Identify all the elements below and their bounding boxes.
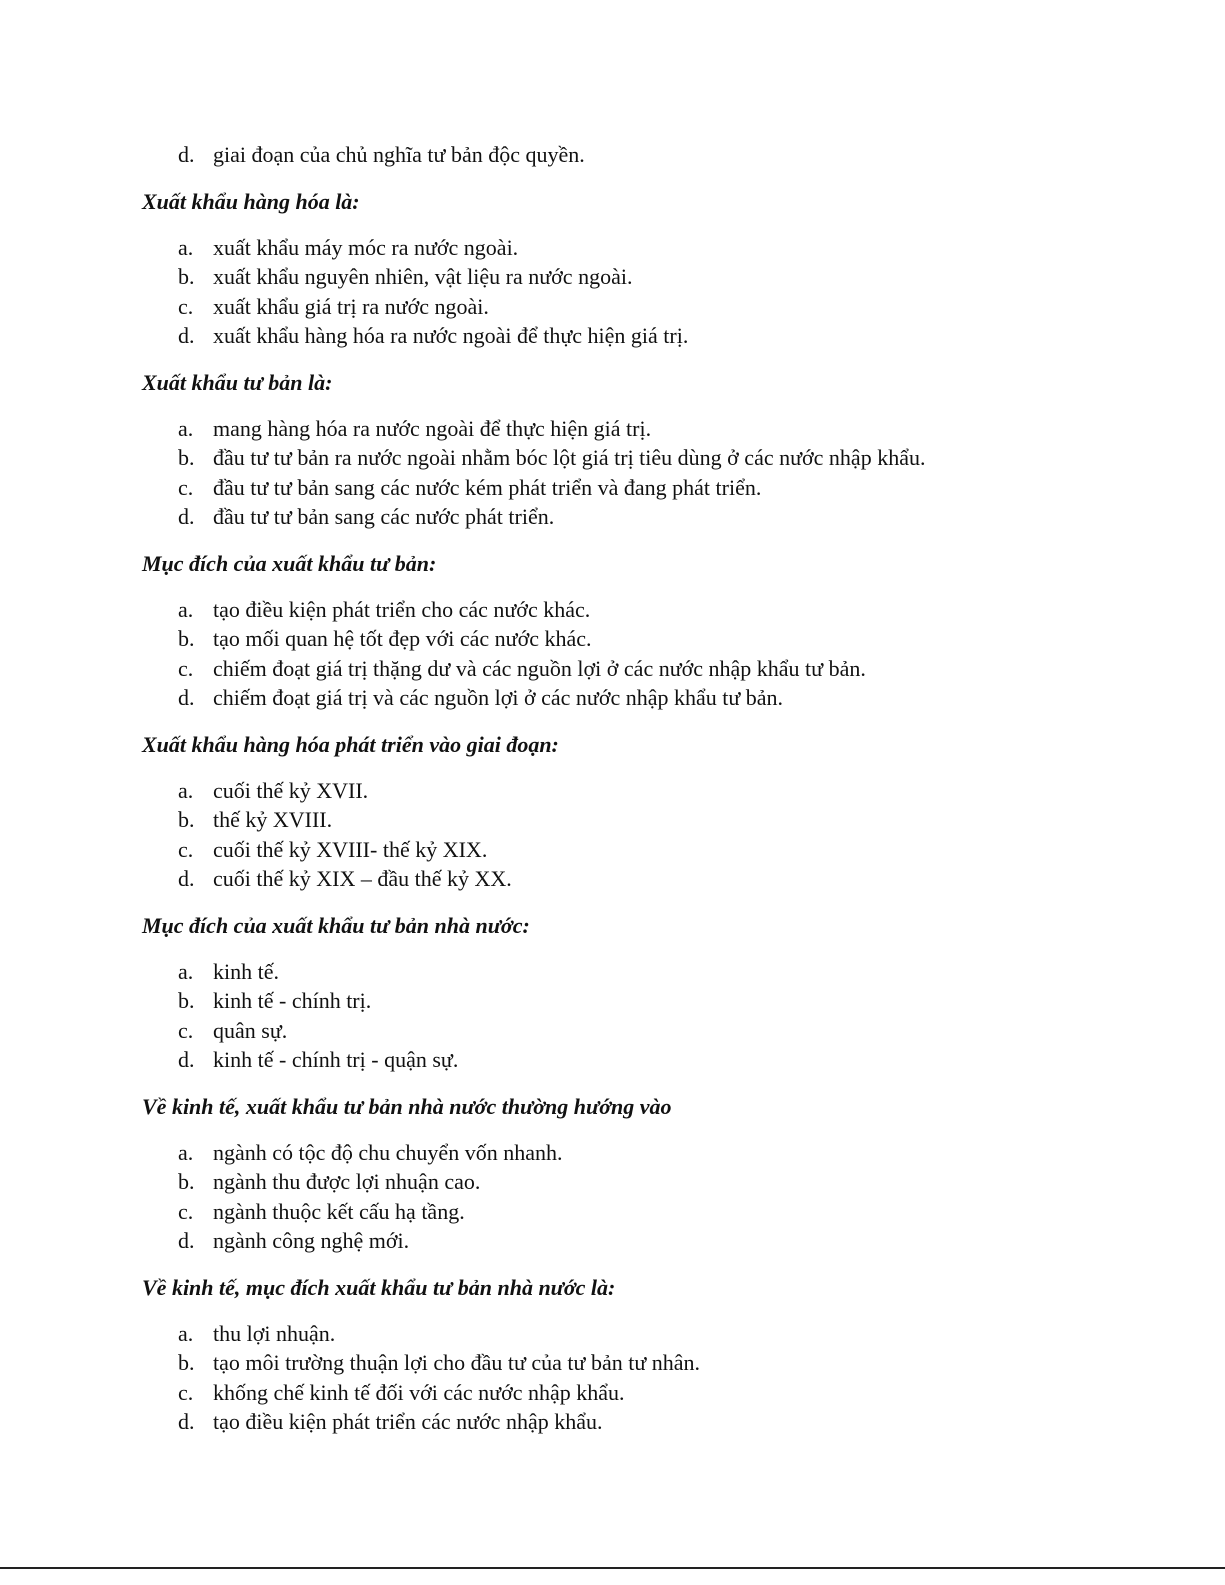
option-item <box>0 321 1225 351</box>
option-text: xuất khẩu giá trị ra nước ngoài. <box>213 293 489 319</box>
option-item <box>0 835 1225 865</box>
option-item <box>0 502 1225 532</box>
option-letter: b. <box>178 626 195 651</box>
option-text: kinh tế - chính trị. <box>213 988 372 1013</box>
question-title: Mục đích của xuất khẩu tư bản: <box>142 550 437 576</box>
document-content <box>0 140 1225 1437</box>
option-letter: a. <box>178 958 194 984</box>
question-block <box>0 549 1225 730</box>
option-text: xuất khẩu hàng hóa ra nước ngoài để thực hiện giá trị. <box>213 323 689 348</box>
option-item <box>0 957 1225 987</box>
option-item <box>0 595 1225 625</box>
option-item <box>0 1226 1225 1256</box>
question-title: Xuất khẩu hàng hóa là: <box>142 188 360 214</box>
carryover-options <box>0 140 1225 170</box>
option-letter: b. <box>178 807 195 832</box>
option-text: đầu tư tư bản sang các nước kém phát triển và đang phát triển. <box>213 474 762 500</box>
options-list <box>0 1319 1225 1437</box>
option-item <box>0 1378 1225 1408</box>
option-item <box>0 624 1225 654</box>
option-letter: b. <box>178 264 195 289</box>
option-letter: d. <box>178 504 195 529</box>
option-text: thu lợi nhuận. <box>213 1320 336 1346</box>
option-text: kinh tế - chính trị - quận sự. <box>213 1047 459 1072</box>
option-letter: c. <box>178 1379 194 1405</box>
option-letter: a. <box>178 777 194 803</box>
options-list <box>0 1138 1225 1256</box>
question-title: Về kinh tế, xuất khẩu tư bản nhà nước thường hướng vào <box>142 1093 672 1119</box>
option-text: xuất khẩu nguyên nhiên, vật liệu ra nước ngoài. <box>213 264 633 289</box>
question-block <box>0 730 1225 911</box>
option-item <box>0 1197 1225 1227</box>
option-text: tạo mối quan hệ tốt đẹp với các nước khác. <box>213 626 592 651</box>
option-letter: a. <box>178 1139 194 1165</box>
option-letter: d. <box>178 866 195 891</box>
option-letter: d. <box>178 142 195 167</box>
option-letter: b. <box>178 445 195 470</box>
option-item <box>0 473 1225 503</box>
option-item <box>0 443 1225 473</box>
question-block <box>0 187 1225 368</box>
option-text: cuối thế kỷ XVII. <box>213 777 369 803</box>
option-item <box>0 776 1225 806</box>
option-text: quân sự. <box>213 1017 288 1043</box>
option-item <box>0 1319 1225 1349</box>
option-letter: d. <box>178 1228 195 1253</box>
option-text: xuất khẩu máy móc ra nước ngoài. <box>213 234 519 260</box>
question-title: Mục đích của xuất khẩu tư bản nhà nước: <box>142 912 530 938</box>
option-letter: b. <box>178 1350 195 1375</box>
option-letter: c. <box>178 1198 194 1224</box>
question-title: Xuất khẩu hàng hóa phát triển vào giai đoạn: <box>142 731 559 757</box>
option-text: cuối thế kỷ XIX – đầu thế kỷ XX. <box>213 866 512 891</box>
option-item <box>0 1348 1225 1378</box>
options-list <box>0 414 1225 532</box>
option-letter: c. <box>178 1017 194 1043</box>
option-text: ngành thu được lợi nhuận cao. <box>213 1169 481 1194</box>
option-text: kinh tế. <box>213 958 279 984</box>
option-text: tạo điều kiện phát triển các nước nhập khẩu. <box>213 1409 603 1434</box>
question-block <box>0 1273 1225 1437</box>
options-list <box>0 595 1225 713</box>
option-text: chiếm đoạt giá trị thặng dư và các nguồn lợi ở các nước nhập khẩu tư bản. <box>213 655 866 681</box>
option-letter: d. <box>178 323 195 348</box>
option-text: tạo môi trường thuận lợi cho đầu tư của tư bản tư nhân. <box>213 1350 701 1375</box>
option-letter: b. <box>178 1169 195 1194</box>
option-letter: d. <box>178 1047 195 1072</box>
option-text: đầu tư tư bản ra nước ngoài nhằm bóc lột giá trị tiêu dùng ở các nước nhập khẩu. <box>213 445 926 470</box>
option-letter: d. <box>178 1409 195 1434</box>
option-item <box>0 292 1225 322</box>
option-text: đầu tư tư bản sang các nước phát triển. <box>213 504 555 529</box>
option-text: khống chế kinh tế đối với các nước nhập khẩu. <box>213 1379 625 1405</box>
option-item <box>0 683 1225 713</box>
option-text: tạo điều kiện phát triển cho các nước khác. <box>213 596 591 622</box>
page-bottom-divider <box>0 1567 1225 1569</box>
option-letter: a. <box>178 1320 194 1346</box>
options-list <box>0 957 1225 1075</box>
option-letter: b. <box>178 988 195 1013</box>
option-item <box>0 262 1225 292</box>
option-item <box>0 654 1225 684</box>
option-letter: a. <box>178 415 194 441</box>
option-item <box>0 1407 1225 1437</box>
option-letter: c. <box>178 655 194 681</box>
option-letter: a. <box>178 596 194 622</box>
question-block <box>0 911 1225 1092</box>
option-text: cuối thế kỷ XVIII- thế kỷ XIX. <box>213 836 488 862</box>
option-item <box>0 805 1225 835</box>
question-block <box>0 368 1225 549</box>
option-letter: c. <box>178 293 194 319</box>
option-item <box>0 864 1225 894</box>
option-text: ngành có tộc độ chu chuyển vốn nhanh. <box>213 1139 563 1165</box>
option-text: mang hàng hóa ra nước ngoài để thực hiện giá trị. <box>213 415 652 441</box>
option-text: thế kỷ XVIII. <box>213 807 333 832</box>
option-letter: d. <box>178 685 195 710</box>
options-list <box>0 233 1225 351</box>
option-item <box>0 1016 1225 1046</box>
options-list <box>0 776 1225 894</box>
option-item <box>0 414 1225 444</box>
option-item <box>0 140 1225 170</box>
question-block <box>0 1092 1225 1273</box>
option-item <box>0 1167 1225 1197</box>
option-item <box>0 986 1225 1016</box>
question-title: Xuất khẩu tư bản là: <box>142 369 333 395</box>
option-text: ngành công nghệ mới. <box>213 1228 410 1253</box>
option-letter: c. <box>178 836 194 862</box>
option-item <box>0 233 1225 263</box>
option-text: chiếm đoạt giá trị và các nguồn lợi ở các nước nhập khẩu tư bản. <box>213 685 784 710</box>
question-title: Về kinh tế, mục đích xuất khẩu tư bản nhà nước là: <box>142 1274 616 1300</box>
option-letter: c. <box>178 474 194 500</box>
option-item <box>0 1045 1225 1075</box>
option-text: giai đoạn của chủ nghĩa tư bản độc quyền. <box>213 142 585 167</box>
option-letter: a. <box>178 234 194 260</box>
option-text: ngành thuộc kết cấu hạ tầng. <box>213 1198 465 1224</box>
option-item <box>0 1138 1225 1168</box>
